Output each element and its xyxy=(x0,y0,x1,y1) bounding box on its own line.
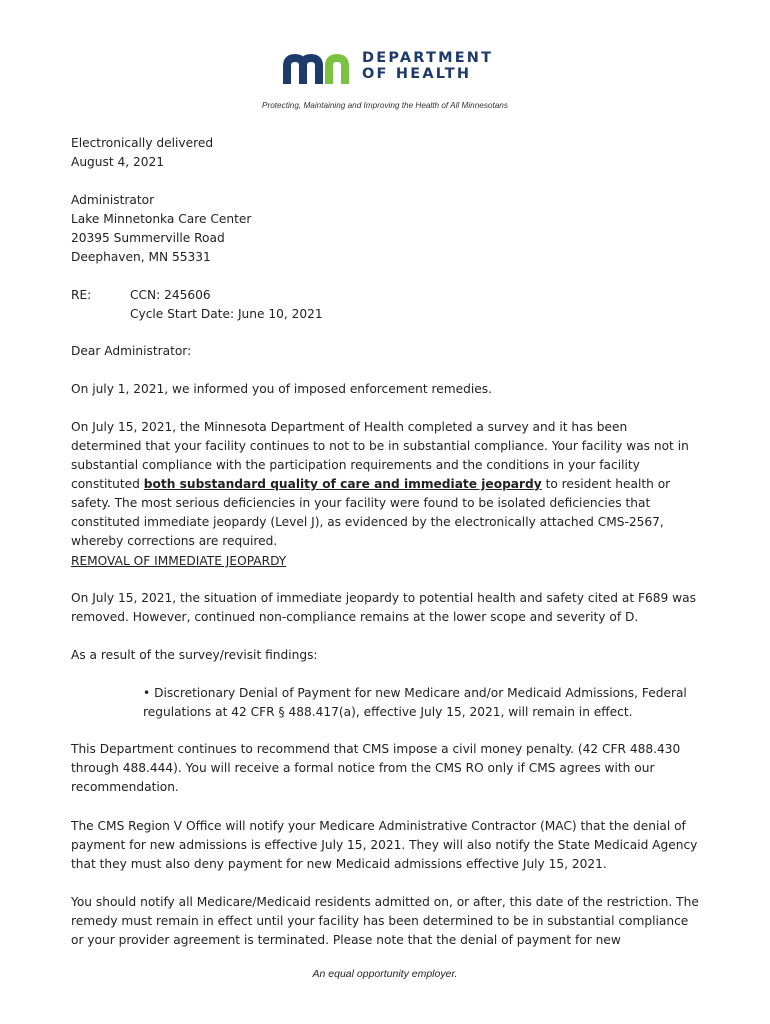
paragraph-7: You should notify all Medicare/Medicaid residents admitted on, or after, this date of the restriction. The remedy must remain in effect until your facility has been determined to be in substantial compliance or your provider agreement is terminated. Please note that the denial of payment for new xyxy=(71,895,699,947)
paragraph-5: This Department continues to recommend that CMS impose a civil money penalty. (42 CFR 488.430 through 488.444). You will receive a formal notice from the CMS RO only if CMS agrees with our recommendation. xyxy=(71,742,681,794)
re-label: RE: xyxy=(71,288,92,302)
salutation: Dear Administrator: xyxy=(71,344,192,358)
recipient-title: Administrator xyxy=(71,193,155,207)
paragraph-2-tail: to resident health or safety. The most serious deficiencies in your facility were found to be isolated deficiencies that constituted immediate jeopardy (Level J), as evidenced by the electronically attached CMS-2567, whereby corrections are required. xyxy=(71,477,671,548)
section-heading: REMOVAL OF IMMEDIATE JEOPARDY xyxy=(71,554,287,568)
re-details xyxy=(130,286,323,324)
recipient-facility: Lake Minnetonka Care Center xyxy=(71,212,252,226)
tagline: Protecting, Maintaining and Improving the Health of All Minnesotans xyxy=(262,101,508,110)
bullet-item: • Discretionary Denial of Payment for new Medicare and/or Medicaid Admissions, Federal regulations at 42 CFR § 488.417(a), effective July 15, 2021, will remain in effect. xyxy=(143,686,687,719)
letter-date: August 4, 2021 xyxy=(71,155,165,169)
re-cycle-date: Cycle Start Date: June 10, 2021 xyxy=(130,307,323,321)
re-ccn: CCN: 245606 xyxy=(130,288,211,302)
delivery-block xyxy=(71,134,701,172)
paragraph-6: The CMS Region V Office will notify your Medicare Administrative Contractor (MAC) that the denial of payment for new admissions is effective July 15, 2021. They will also notify the State Medicaid Agency that they must also deny payment for new Medicaid admissions effective July 15, 2021. xyxy=(71,819,698,871)
org-name-line-1: DEPARTMENT xyxy=(362,50,494,66)
paragraph-2-lead: On July 15, 2021, the Minnesota Department of Health completed a survey and it has been determined that your facility continues to not to be in substantial compliance. Your facility was not in substantial compliance with the participation requirements and the conditions in your facility constituted xyxy=(71,420,689,491)
delivery-method: Electronically delivered xyxy=(71,136,214,150)
mn-logo-icon xyxy=(283,54,355,86)
paragraph-3: On July 15, 2021, the situation of immediate jeopardy to potential health and safety cited at F689 was removed. However, continued non-compliance remains at the lower scope and severity of D. xyxy=(71,591,696,624)
recipient-city: Deephaven, MN 55331 xyxy=(71,250,211,264)
paragraph-1: On july 1, 2021, we informed you of imposed enforcement remedies. xyxy=(71,382,492,396)
paragraph-2 xyxy=(71,418,701,551)
mdh-logo xyxy=(283,50,493,92)
recipient-street: 20395 Summerville Road xyxy=(71,231,225,245)
recipient-address xyxy=(71,191,701,267)
re-block xyxy=(71,286,701,326)
paragraph-2-emphasis: both substandard quality of care and immediate jeopardy xyxy=(143,477,542,491)
paragraph-4: As a result of the survey/revisit findings: xyxy=(71,648,318,662)
org-name-line-2: OF HEALTH xyxy=(362,66,472,82)
footer-tagline: An equal opportunity employer. xyxy=(312,968,458,980)
org-name xyxy=(362,50,493,82)
